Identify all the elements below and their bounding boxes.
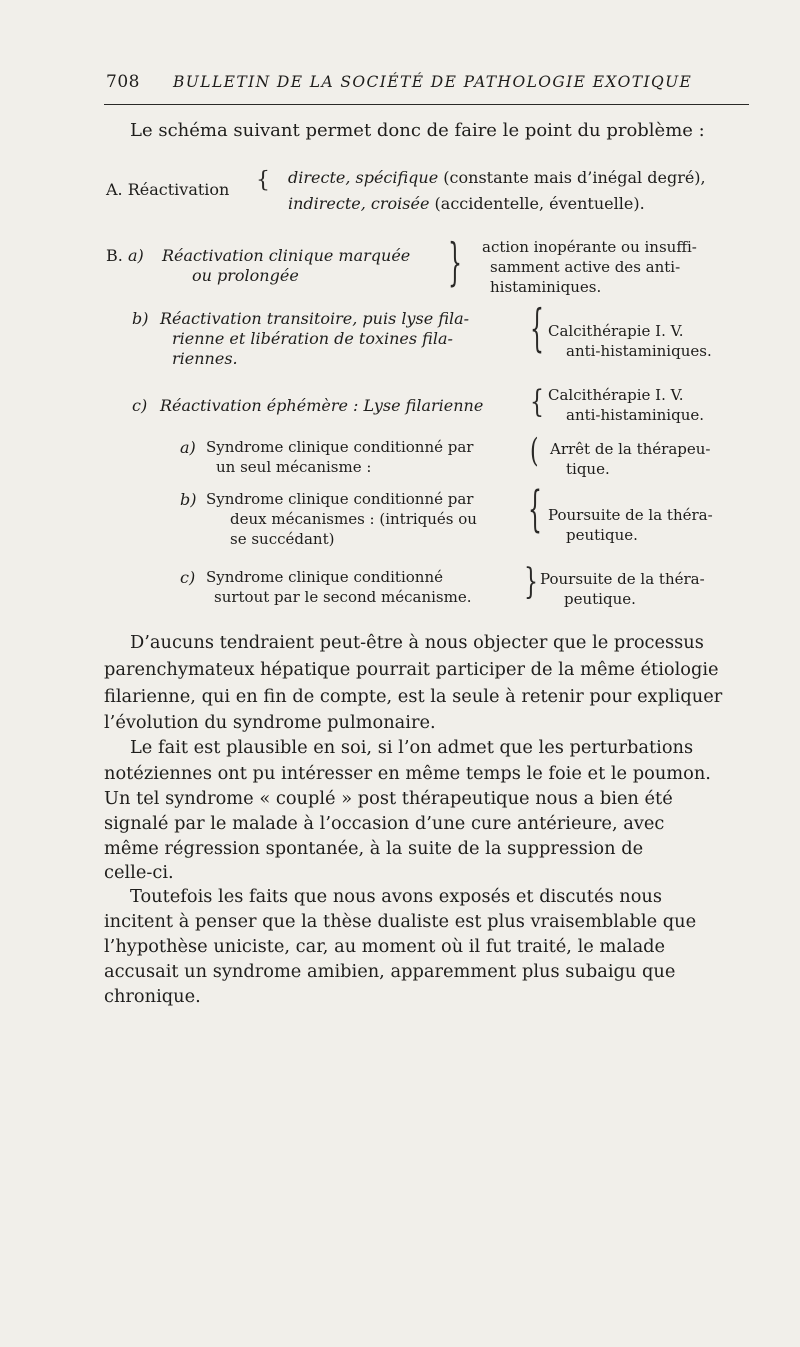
sub-c-brace: }: [524, 562, 538, 603]
section-b-a-letter: a): [128, 246, 144, 265]
sub-b-line-3: se succédant): [230, 530, 335, 548]
paragraph-1-line-1: D’aucuns tendraient peut-être à nous objecter que le processus: [130, 632, 704, 653]
sub-c-right-1: Poursuite de la théra-: [540, 570, 705, 588]
paragraph-3-line-2: incitent à penser que la thèse dualiste est plus vraisemblable que: [104, 911, 697, 932]
paragraph-2-line-6: celle-ci.: [104, 862, 174, 883]
section-b-a-right-3: histaminiques.: [490, 278, 602, 296]
paragraph-2-line-2: notéziennes ont pu intéresser en même temps le foie et le poumon.: [104, 763, 711, 784]
section-b-c-right-2: anti-histaminique.: [566, 406, 705, 424]
intro-sentence: Le schéma suivant permet donc de faire le point du problème :: [130, 120, 705, 141]
section-a-brace: {: [256, 168, 270, 193]
section-b-label: B.: [106, 246, 123, 265]
sub-b-letter: b): [180, 490, 197, 509]
section-a-line-2-term: indirecte, croisée: [288, 194, 430, 213]
paragraph-1-line-4: l’évolution du syndrome pulmonaire.: [104, 712, 436, 733]
section-b-c-letter: c): [132, 396, 148, 415]
section-a-line-2: [288, 194, 645, 213]
sub-b-right-2: peutique.: [566, 526, 638, 544]
header-rule: [104, 104, 749, 105]
section-b-b-line-2: rienne et libération de toxines fila-: [172, 329, 453, 348]
sub-a-right-1: Arrêt de la thérapeu-: [550, 440, 711, 458]
sub-c-letter: c): [180, 568, 196, 587]
section-b-b-line-3: riennes.: [172, 349, 238, 368]
section-a-label: A. Réactivation: [106, 180, 230, 199]
section-b-b-right-2: anti-histaminiques.: [566, 342, 712, 360]
sub-b-brace: {: [528, 483, 542, 539]
sub-b-line-2: deux mécanismes : (intriqués ou: [230, 510, 477, 528]
section-b-a-line-2: ou prolongée: [192, 266, 299, 285]
sub-b-right-1: Poursuite de la théra-: [548, 506, 713, 524]
section-b-b-right-1: Calcithérapie I. V.: [548, 322, 684, 340]
paragraph-3-line-3: l’hypothèse uniciste, car, au moment où il fut traité, le malade: [104, 936, 666, 957]
section-b-b-letter: b): [132, 309, 149, 328]
section-b-c-line: Réactivation éphémère : Lyse filarienne: [160, 396, 484, 415]
paragraph-3-line-4: accusait un syndrome amibien, apparemment plus subaigu que: [104, 961, 676, 982]
section-a-line-1-note: (constante mais d’inégal degré),: [443, 168, 706, 187]
sub-a-line-2: un seul mécanisme :: [216, 458, 372, 476]
paragraph-2-line-4: signalé par le malade à l’occasion d’une cure antérieure, avec: [104, 813, 665, 834]
section-a-line-2-note: (accidentelle, éventuelle).: [434, 194, 645, 213]
paragraph-2-line-5: même régression spontanée, à la suite de la suppression de: [104, 838, 644, 859]
section-a-line-1-term: directe, spécifique: [288, 168, 439, 187]
section-b-b-brace: {: [530, 301, 544, 359]
running-header: BULLETIN DE LA SOCIÉTÉ DE PATHOLOGIE EXOTIQUE: [173, 73, 693, 91]
paragraph-2-line-3: Un tel syndrome « couplé » post thérapeutique nous a bien été: [104, 788, 673, 809]
sub-a-letter: a): [180, 438, 196, 457]
paragraph-3-line-1: Toutefois les faits que nous avons exposés et discutés nous: [130, 886, 662, 907]
paragraph-2-line-1: Le fait est plausible en soi, si l’on admet que les perturbations: [130, 737, 694, 758]
section-b-a-right-2: samment active des anti-: [490, 258, 681, 276]
page-number: 708: [106, 72, 140, 92]
section-b-c-right-1: Calcithérapie I. V.: [548, 386, 684, 404]
sub-c-right-2: peutique.: [564, 590, 636, 608]
sub-c-line-2: surtout par le second mécanisme.: [214, 588, 472, 606]
section-b-a-right-1: action inopérante ou insuffi-: [482, 238, 697, 256]
sub-a-brace: (: [530, 433, 539, 471]
sub-c-line-1: Syndrome clinique conditionné: [206, 568, 443, 586]
section-a-line-1: [288, 168, 706, 187]
sub-b-line-1: Syndrome clinique conditionné par: [206, 490, 474, 508]
section-b-b-line-1: Réactivation transitoire, puis lyse fila-: [160, 309, 470, 328]
paragraph-1-line-3: filarienne, qui en fin de compte, est la seule à retenir pour expliquer: [104, 686, 723, 707]
sub-a-right-2: tique.: [566, 460, 610, 478]
section-b-a-line-1: Réactivation clinique marquée: [162, 246, 411, 265]
paragraph-3-line-5: chronique.: [104, 986, 201, 1007]
section-b-c-brace: {: [530, 385, 544, 421]
paragraph-1-line-2: parenchymateux hépatique pourrait participer de la même étiologie: [104, 659, 719, 680]
sub-a-line-1: Syndrome clinique conditionné par: [206, 438, 474, 456]
section-b-a-brace: }: [448, 235, 462, 293]
